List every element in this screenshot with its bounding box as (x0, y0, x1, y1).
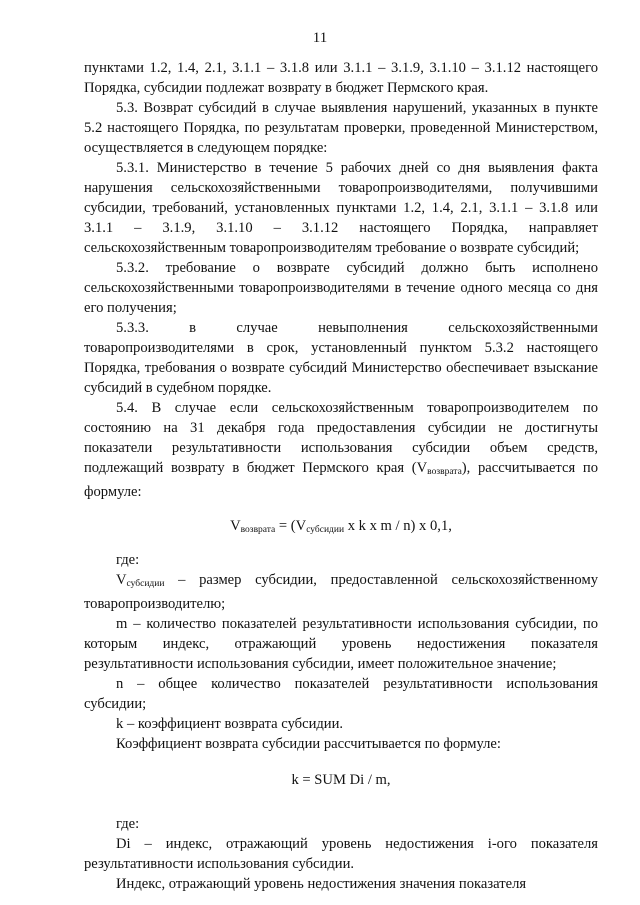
page-number: 11 (312, 30, 328, 46)
paragraph-continuation: пунктами 1.2, 1.4, 2.1, 3.1.1 – 3.1.8 или 3.1.1 – 3.1.9, 3.1.10 – 3.1.12 настоящего Порядка, субсидии подлежат возврату в бюджет Пермского края. (84, 60, 598, 96)
where-label: где: (116, 552, 140, 568)
paragraph-5-3-1: 5.3.1. Министерство в течение 5 рабочих дней со дня выявления факта нарушения сельскохозяйственными товаропроизводителями, получившими субсидии, требований, установленных пунктами 1.2, 1.4, 2.1, 3.1.1 – 3.1.8 или 3.1.1 – 3.1.9, 3.1.10 – 3.1.12 настоящего Порядка, направляет сельскохозяйственным товаропроизводителям требование о возврате субсидий; (84, 160, 598, 256)
formula-rest: x k x m / n) x 0,1, (344, 518, 452, 534)
definition-m: m – количество показателей результативности использования субсидии, по которым индекс, отражающий уровень недостижения показателя результативности использования субсидии, имеет положительное значение; (84, 616, 598, 672)
paragraph-index: Индекс, отражающий уровень недостижения значения показателя (116, 876, 527, 892)
formula-eq: = (V (275, 518, 307, 534)
paragraph-5-4-end: ), рассчитывается по формуле: (84, 460, 598, 500)
definition-di: Di – индекс, отражающий уровень недостижения i-ого показателя результативности использования субсидии. (84, 836, 598, 872)
paragraph-5-4-text: 5.4. В случае если сельскохозяйственным товаропроизводителем по состоянию на 31 декабря года предоставления субсидии не достигнуты показатели результативности использования субсидии объем средств, подлежащий возврату в бюджет Пермского края (V (84, 400, 598, 476)
formula-v-return (84, 516, 598, 540)
formula-k: k = SUM Di / m, (291, 772, 391, 788)
formula-v: V (230, 518, 241, 534)
paragraph-5-4-subscript: возврата (427, 467, 462, 477)
paragraph-5-3-2: 5.3.2. требование о возврате субсидий должно быть исполнено сельскохозяйственными товаропроизводителями в течение одного месяца со дня его получения; (84, 260, 598, 316)
definition-v: V (116, 572, 127, 588)
definition-k: k – коэффициент возврата субсидии. (116, 716, 344, 732)
definition-v-subsidy (84, 570, 598, 614)
definition-v-text: – размер субсидии, предоставленной сельскохозяйственному товаропроизводителю; (84, 572, 598, 612)
definition-v-subscript: субсидии (126, 579, 165, 589)
paragraph-5-3: 5.3. Возврат субсидий в случае выявления нарушений, указанных в пункте 5.2 настоящего Порядка, по результатам проверки, проведенной Министерством, осуществляется в следующем порядке: (84, 100, 598, 156)
where-label-2: где: (116, 816, 140, 832)
paragraph-5-3-3: 5.3.3. в случае невыполнения сельскохозяйственными товаропроизводителями в срок, установленный пунктом 5.3.2 настоящего Порядка, требования о возврате субсидий Министерство обеспечивает взыскание субсидий в судебном порядке. (84, 320, 598, 396)
formula-v-subscript: возврата (240, 525, 276, 535)
paragraph-5-4 (84, 398, 598, 502)
document-body (84, 58, 598, 894)
k-coefficient-intro: Коэффициент возврата субсидии рассчитывается по формуле: (116, 736, 501, 752)
definition-n: n – общее количество показателей результативности использования субсидии; (84, 676, 598, 712)
formula-inner-subscript: субсидии (306, 525, 345, 535)
